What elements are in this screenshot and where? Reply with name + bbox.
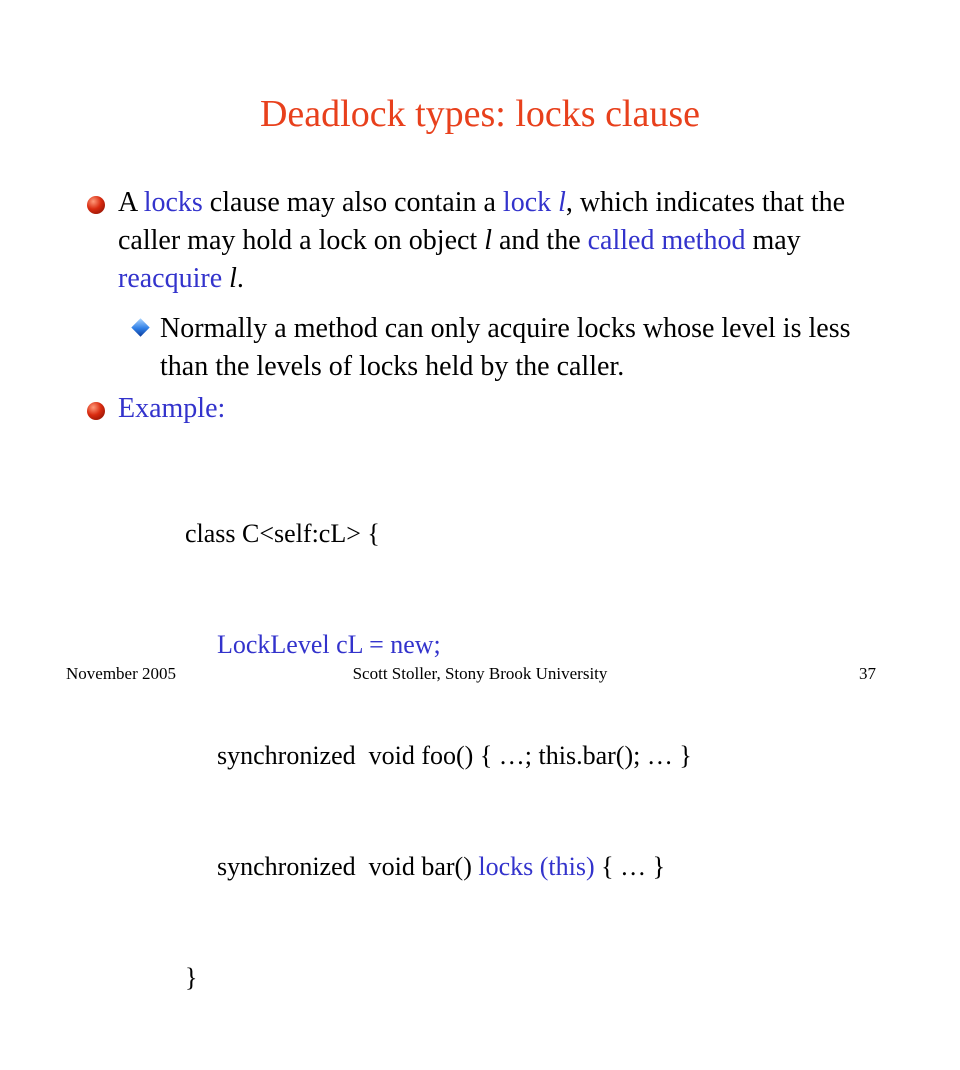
code-line: synchronized void foo() { …; this.bar(); … } [217, 741, 692, 770]
code-line: LockLevel cL = new; [217, 630, 441, 659]
code-line [185, 848, 692, 885]
keyword-locks: locks [143, 187, 203, 218]
text: , which indicates that the caller may hold a lock on object [118, 187, 846, 256]
code-example [185, 441, 692, 1070]
code-locks-clause: locks (this) [478, 852, 595, 881]
bullet-example: Example: [118, 393, 226, 424]
bullet-ball-icon [87, 196, 105, 214]
code-line: } [185, 963, 198, 992]
keyword-reacquire: reacquire [118, 263, 223, 294]
footer-date: November 2005 [66, 664, 177, 683]
code-text: synchronized void bar() [217, 852, 479, 881]
sub-bullet-normal: Normally a method can only acquire locks whose level is less than the levels of locks held by the caller. [160, 313, 851, 382]
text: A [118, 187, 144, 218]
text: may [745, 225, 801, 256]
bullet-locks-clause [118, 184, 858, 298]
var-l: l [484, 225, 492, 256]
footer-author: Scott Stoller, Stony Brook University [352, 664, 608, 683]
var-l: l [229, 263, 237, 294]
code-text: { … } [594, 852, 666, 881]
keyword-lock: lock [502, 187, 559, 218]
text: clause may also contain a [202, 187, 503, 218]
text: and the [491, 225, 588, 256]
var-l: l [558, 187, 566, 218]
code-line: class C<self:cL> { [185, 519, 380, 548]
slide-title: Deadlock types: locks clause [259, 93, 701, 135]
bullet-ball-icon [87, 402, 105, 420]
text: . [236, 263, 244, 294]
footer-page-number: 37 [859, 664, 876, 683]
sub-bullet-diamond-icon [131, 318, 149, 336]
keyword-called-method: called method [587, 225, 746, 256]
